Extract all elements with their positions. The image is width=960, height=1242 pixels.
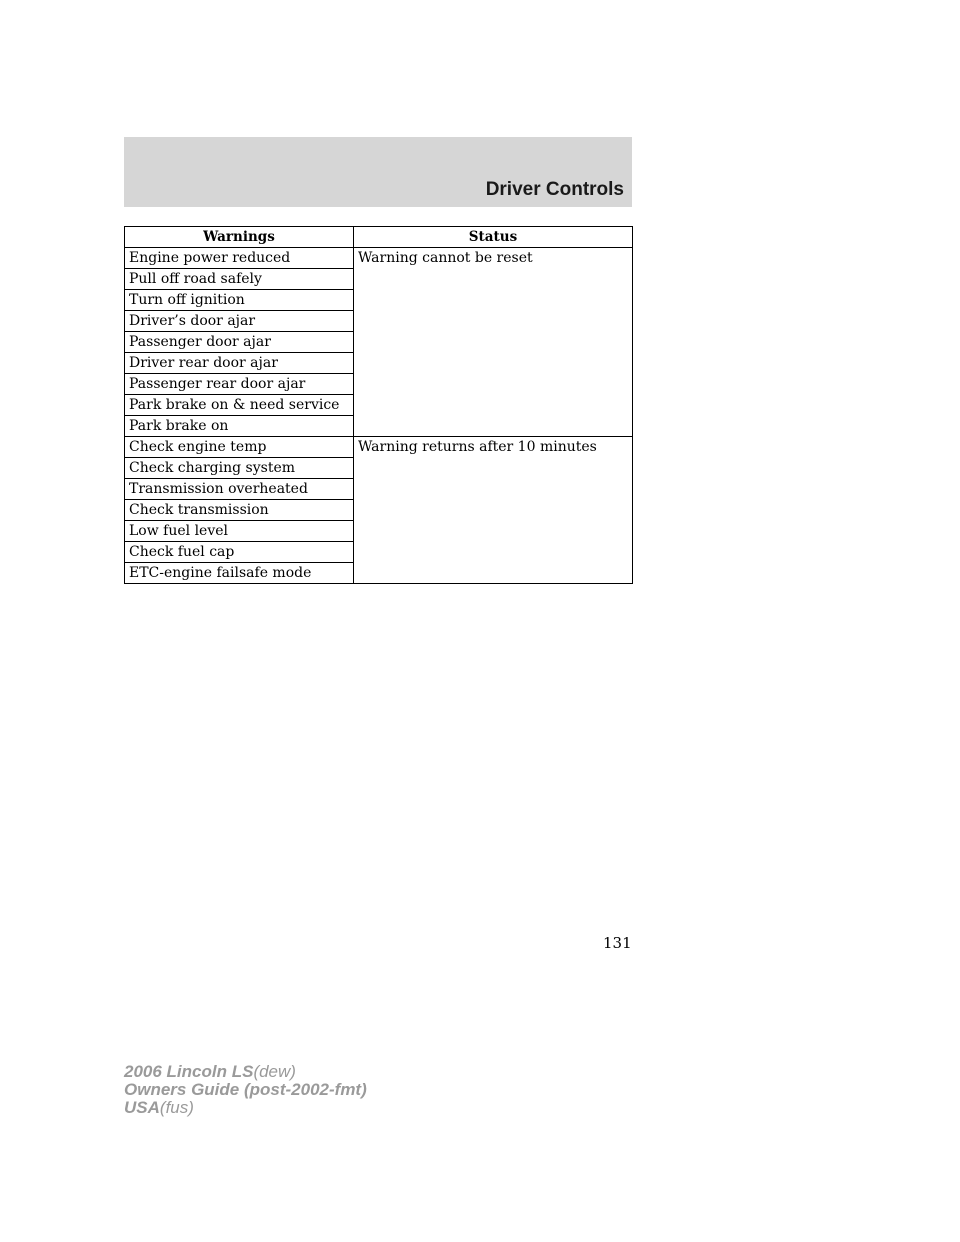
status-cell: Warning returns after 10 minutes xyxy=(354,437,633,584)
warning-cell: Check charging system xyxy=(125,458,354,479)
warning-cell: Engine power reduced xyxy=(125,248,354,269)
warning-cell: Low fuel level xyxy=(125,521,354,542)
footer-guide: Owners Guide (post-2002-fmt) xyxy=(124,1080,367,1099)
footer-line-3 xyxy=(124,1099,367,1117)
warning-cell: Check transmission xyxy=(125,500,354,521)
warning-cell: Turn off ignition xyxy=(125,290,354,311)
warning-cell: ETC-engine failsafe mode xyxy=(125,563,354,584)
warning-cell: Check fuel cap xyxy=(125,542,354,563)
footer-market-code: (fus) xyxy=(159,1098,194,1117)
table-row xyxy=(125,437,633,458)
warning-cell: Check engine temp xyxy=(125,437,354,458)
page-number: 131 xyxy=(603,934,632,952)
warning-cell: Transmission overheated xyxy=(125,479,354,500)
footer-model: 2006 Lincoln LS xyxy=(124,1062,254,1081)
warning-cell: Driver’s door ajar xyxy=(125,311,354,332)
status-cell: Warning cannot be reset xyxy=(354,248,633,437)
warning-cell: Pull off road safely xyxy=(125,269,354,290)
column-header-status: Status xyxy=(354,227,633,248)
section-header-band xyxy=(124,137,632,207)
table-row xyxy=(125,248,633,269)
column-header-warnings: Warnings xyxy=(125,227,354,248)
footer-line-1 xyxy=(124,1063,367,1081)
table-header-row xyxy=(125,227,633,248)
warnings-table xyxy=(124,226,633,584)
warning-cell: Driver rear door ajar xyxy=(125,353,354,374)
warning-cell: Park brake on & need service xyxy=(125,395,354,416)
warning-cell: Passenger rear door ajar xyxy=(125,374,354,395)
warning-cell: Park brake on xyxy=(125,416,354,437)
document-footer xyxy=(124,1063,367,1117)
footer-market: USA xyxy=(124,1098,160,1117)
warning-cell: Passenger door ajar xyxy=(125,332,354,353)
footer-model-code: (dew) xyxy=(253,1062,296,1081)
section-title: Driver Controls xyxy=(485,179,624,200)
footer-line-2 xyxy=(124,1081,367,1099)
